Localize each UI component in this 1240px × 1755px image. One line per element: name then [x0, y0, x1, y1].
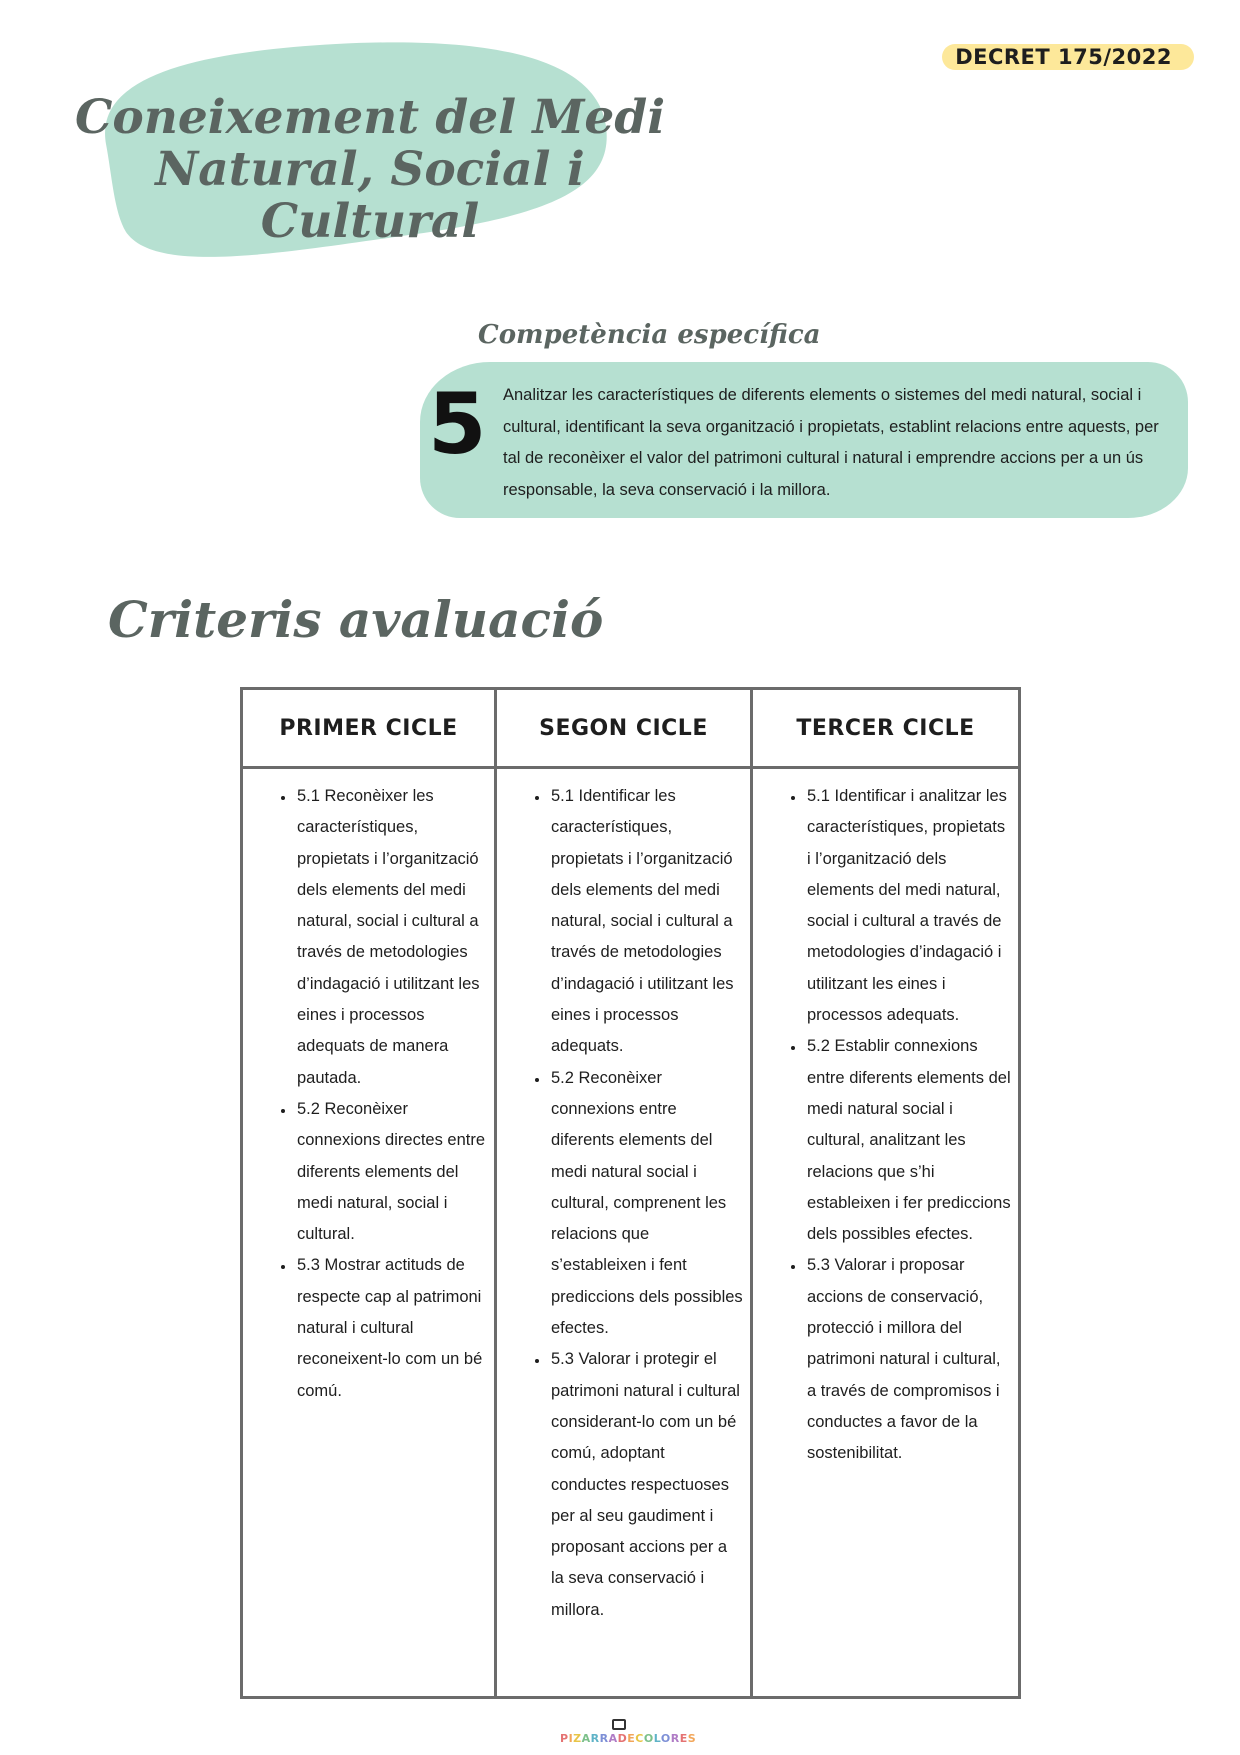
segon-cicle-list — [497, 769, 750, 1626]
table-header-row — [242, 689, 1020, 768]
list-item: • 5.1 Reconèixer les característiques, propietats i l’organització dels elements del medi natural, social i cultural a través de metodologies d’indagació i utilitzant les eines i processos adequats de manera pautada. — [295, 781, 488, 1094]
page-title — [60, 92, 680, 248]
footer-text: PIZARRADECOLORES — [560, 1732, 697, 1745]
title-line-1: Coneixement del Medi — [74, 90, 666, 145]
header-primer-cicle: PRIMER CICLE — [242, 689, 496, 768]
criteris-heading: Criteris avaluació — [108, 590, 604, 649]
list-item: • 5.3 Mostrar actituds de respecte cap al patrimoni natural i cultural reconeixent-lo com un bé comú. — [295, 1250, 488, 1406]
list-item: • 5.2 Reconèixer connexions directes entre diferents elements del medi natural, social i cultural. — [295, 1094, 488, 1250]
segon-cicle-cell — [496, 768, 752, 1698]
header-tercer-cicle: TERCER CICLE — [752, 689, 1020, 768]
list-item: • 5.2 Reconèixer connexions entre diferents elements del medi natural social i cultural, comprenent les relacions que s’estableixen i fent prediccions dels possibles efectes. — [549, 1063, 744, 1345]
primer-cicle-list — [243, 769, 494, 1407]
title-line-2: Natural, Social i Cultural — [155, 142, 585, 249]
tercer-cicle-list — [753, 769, 1018, 1470]
competencia-number: 5 — [428, 375, 487, 473]
list-item: • 5.1 Identificar i analitzar les característiques, propietats i l’organització dels elements del medi natural, social i cultural a través de metodologies d’indagació i utilitzant les eines i processos adequats. — [805, 781, 1012, 1031]
list-item: • 5.1 Identificar les característiques, propietats i l’organització dels elements del medi natural, social i cultural a través de metodologies d’indagació i utilitzant les eines i processos adequats. — [549, 781, 744, 1063]
tercer-cicle-cell — [752, 768, 1020, 1698]
competencia-label: Competència específica — [478, 320, 821, 350]
list-item: • 5.2 Establir connexions entre diferents elements del medi natural social i cultural, analitzant les relacions que s’hi estableixen i fer prediccions dels possibles efectes. — [805, 1031, 1012, 1250]
footer-logo — [560, 1719, 697, 1745]
header-segon-cicle: SEGON CICLE — [496, 689, 752, 768]
table-row — [242, 768, 1020, 1698]
criteris-table — [240, 687, 1021, 1699]
list-item: • 5.3 Valorar i protegir el patrimoni natural i cultural considerant-lo com un bé comú, adoptant conductes respectuoses per al seu gaudiment i proposant accions per a la seva conservació i millora. — [549, 1344, 744, 1626]
list-item: • 5.3 Valorar i proposar accions de conservació, protecció i millora del patrimoni natural i cultural, a través de compromisos i conductes a favor de la sostenibilitat. — [805, 1250, 1012, 1469]
competencia-text: Analitzar les característiques de diferents elements o sistemes del medi natural, social i cultural, identificant la seva organització i propietats, establint relacions entre aquests, per tal de reconèixer el valor del patrimoni cultural i natural i emprendre accions per a un ús responsable, la seva conservació i la millora. — [503, 386, 1159, 499]
board-icon — [612, 1719, 626, 1730]
primer-cicle-cell — [242, 768, 496, 1698]
decret-badge: DECRET 175/2022 — [942, 44, 1194, 70]
